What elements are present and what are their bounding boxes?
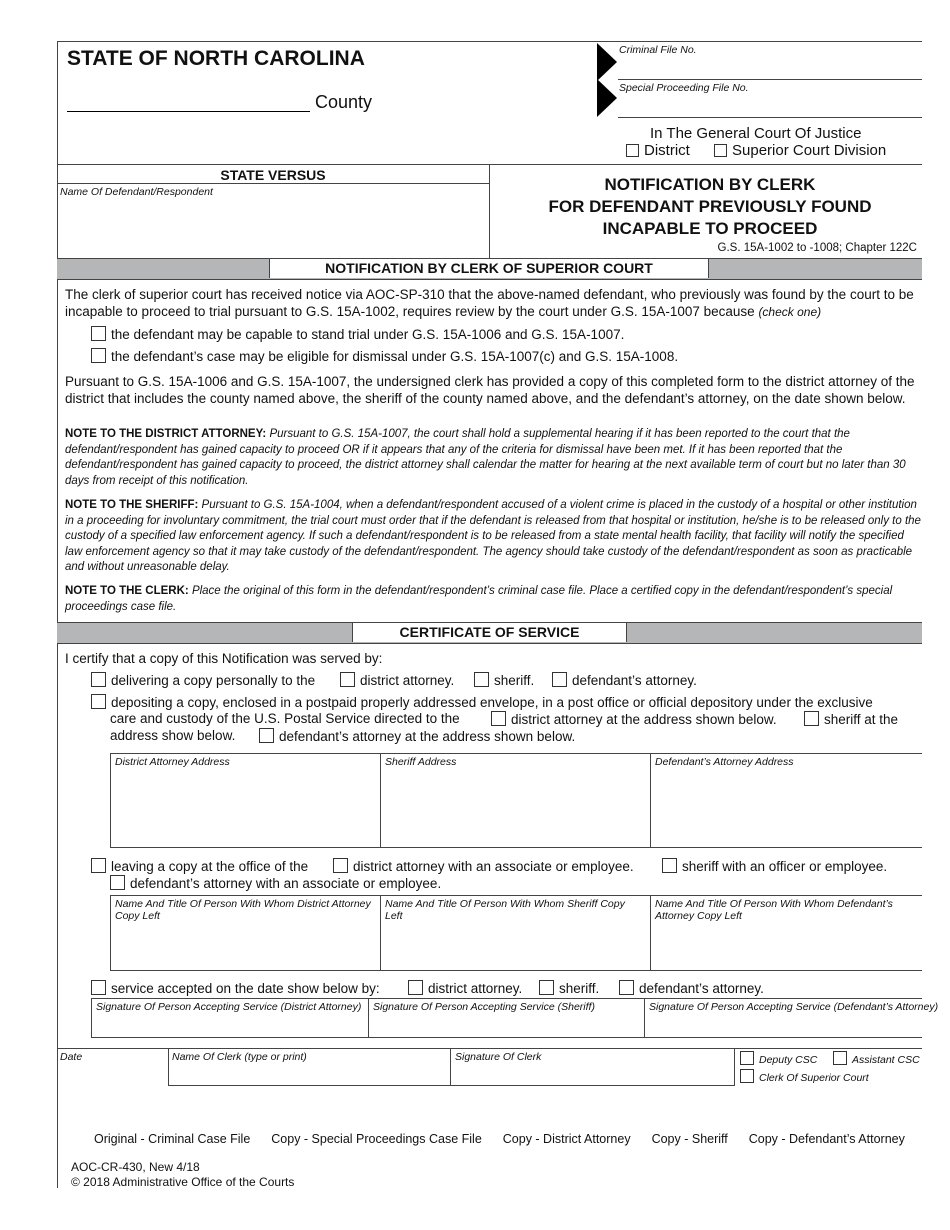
- deposit-label: depositing a copy, enclosed in a postpaid properly addressed envelope, in a post office or official depository under the exclusive: [111, 695, 873, 710]
- rule: [57, 622, 922, 623]
- deputy-csc-row[interactable]: [740, 1051, 817, 1066]
- leave-def-label: defendant’s attorney with an associate or employee.: [130, 876, 442, 891]
- certify-text: I certify that a copy of this Notification was served by:: [65, 651, 383, 666]
- leave-def-checkbox[interactable]: [110, 875, 125, 890]
- file-box-top: [597, 41, 922, 42]
- da-signature-field[interactable]: Signature Of Person Accepting Service (District Attorney): [96, 1001, 362, 1013]
- deliver-def-row[interactable]: [552, 672, 697, 688]
- rule: [110, 970, 922, 971]
- district-checkbox[interactable]: [626, 144, 639, 157]
- deposit-def-row[interactable]: [259, 728, 575, 744]
- rule: [168, 1085, 734, 1086]
- deliver-def-checkbox[interactable]: [552, 672, 567, 687]
- note-clerk-label: NOTE TO THE CLERK:: [65, 585, 189, 597]
- accepted-label: service accepted on the date show below by:: [111, 981, 380, 996]
- deliver-da-row[interactable]: [340, 672, 454, 688]
- statute-reference: G.S. 15A-1002 to -1008; Chapter 122C: [717, 242, 917, 254]
- option-capable-row[interactable]: [91, 326, 624, 342]
- top-border: [57, 41, 597, 42]
- accepted-sheriff-checkbox[interactable]: [539, 980, 554, 995]
- accepted-da-checkbox[interactable]: [408, 980, 423, 995]
- deposit-sheriff-checkbox[interactable]: [804, 711, 819, 726]
- intro-paragraph: [65, 287, 922, 320]
- assistant-csc-row[interactable]: [833, 1051, 920, 1066]
- deliver-da-checkbox[interactable]: [340, 672, 355, 687]
- accepted-sheriff-row[interactable]: [539, 980, 599, 996]
- assistant-csc-checkbox[interactable]: [833, 1051, 847, 1065]
- title-line-2: FOR DEFENDANT PREVIOUSLY FOUND: [548, 197, 872, 216]
- superior-checkbox-row[interactable]: [714, 142, 886, 159]
- def-signature-field[interactable]: Signature Of Person Accepting Service (Defendant’s Attorney): [649, 1001, 939, 1013]
- rule: [110, 895, 111, 971]
- county-line[interactable]: [67, 111, 310, 112]
- rule: [110, 753, 111, 848]
- accepted-sheriff-label: sheriff.: [559, 981, 600, 996]
- rule: [650, 753, 651, 848]
- deposit-line-2: care and custody of the U.S. Postal Service directed to the: [110, 711, 460, 726]
- copy-distribution: [94, 1132, 905, 1146]
- clerk-sc-row[interactable]: [740, 1069, 869, 1084]
- certificate-heading: CERTIFICATE OF SERVICE: [352, 622, 627, 642]
- deposit-def-label: defendant’s attorney at the address shown below.: [279, 729, 576, 744]
- state-versus: STATE VERSUS: [220, 167, 326, 183]
- rule: [57, 258, 922, 259]
- deliver-label: delivering a copy personally to the: [111, 673, 316, 688]
- assistant-csc-label: Assistant CSC: [852, 1054, 920, 1066]
- accepted-def-checkbox[interactable]: [619, 980, 634, 995]
- district-checkbox-row[interactable]: [626, 142, 690, 159]
- deposit-def-checkbox[interactable]: [259, 728, 274, 743]
- note-clerk: [65, 584, 921, 615]
- copy-item: Copy - Special Proceedings Case File: [271, 1132, 482, 1146]
- note-da-label: NOTE TO THE DISTRICT ATTORNEY:: [65, 428, 267, 440]
- option-dismissal-checkbox[interactable]: [91, 348, 106, 363]
- def-attorney-address-field[interactable]: Defendant’s Attorney Address: [655, 756, 794, 768]
- intro-text: The clerk of superior court has received notice via AOC-SP-310 that the above-named defendant, who previously was found by the court to be incapable to proceed to trial pursuant to G.S. 15A-1002, requires review by the court under G.S. 15A-1007 because: [65, 287, 914, 319]
- pursuant-paragraph: Pursuant to G.S. 15A-1006 and G.S. 15A-1007, the undersigned clerk has provided a copy of this completed form to the district attorney of the district that includes the county named above, the sheriff of the county named above, and the defendant’s attorney, on the date shown below.: [65, 374, 915, 406]
- clerk-sc-checkbox[interactable]: [740, 1069, 754, 1083]
- copy-item: Original - Criminal Case File: [94, 1132, 251, 1146]
- copy-item: Copy - District Attorney: [502, 1132, 631, 1146]
- leave-label: leaving a copy at the office of the: [111, 859, 309, 874]
- title-line-1: NOTIFICATION BY CLERK: [604, 175, 816, 194]
- rule: [734, 1048, 735, 1086]
- rule: [368, 998, 369, 1038]
- rule: [380, 753, 381, 848]
- rule: [110, 895, 922, 896]
- accepted-da-label: district attorney.: [428, 981, 523, 996]
- deposit-da-row[interactable]: [491, 711, 777, 727]
- superior-label: Superior Court Division: [732, 142, 887, 159]
- accepted-checkbox[interactable]: [91, 980, 106, 995]
- note-sheriff-text: Pursuant to G.S. 15A-1004, when a defendant/respondent accused of a violent crime is placed in the custody of a hospital or other institution in a proceeding for involuntary commitment, the trial court must order that if the defendant is released from that hospital or institution, he/she is to be released only to the custody of a specified law enforcement agency. If such a defendant/respondent is to be released from a state mental health facility, that facility will notify the specified law enforcement agency so that it may take custody of the defendant/respondent. The agency should take custody of the defendant/respondent as soon as practicable and without unreasonable delay.: [65, 499, 921, 573]
- rule: [57, 279, 922, 280]
- superior-checkbox[interactable]: [714, 144, 727, 157]
- rule: [57, 1048, 922, 1049]
- da-address-field[interactable]: District Attorney Address: [115, 756, 230, 768]
- leave-da-checkbox[interactable]: [333, 858, 348, 873]
- option-dismissal-label: the defendant’s case may be eligible for dismissal under G.S. 15A-1007(c) and G.S. 15A-1008.: [111, 349, 679, 364]
- copyright: © 2018 Administrative Office of the Courts: [71, 1175, 295, 1189]
- deliver-sheriff-checkbox[interactable]: [474, 672, 489, 687]
- rule: [91, 998, 92, 1038]
- arrow-marker-icon: [597, 43, 617, 81]
- sheriff-address-field[interactable]: Sheriff Address: [385, 756, 457, 768]
- deliver-sheriff-label: sheriff.: [494, 673, 535, 688]
- rule: [450, 1048, 451, 1086]
- form-number: AOC-CR-430, New 4/18: [71, 1160, 200, 1174]
- intro-note: (check one): [758, 304, 822, 319]
- deposit-da-label: district attorney at the address shown below.: [511, 712, 777, 727]
- accepted-def-label: defendant’s attorney.: [639, 981, 764, 996]
- note-da-text: Pursuant to G.S. 15A-1007, the court shall hold a supplemental hearing if it has been reported to the court that the defendant/respondent has gained capacity to proceed OR if it appears that any of the criteria for dismissal have been met. If it has been reported that the defendant/respondent has gained capacity to proceed, the district attorney shall calendar the matter for hearing at the next available term of court but no later than 30 days from receipt of this notification.: [65, 428, 906, 487]
- rule: [644, 998, 645, 1038]
- clerk-signature-field[interactable]: Signature Of Clerk: [455, 1051, 542, 1063]
- copy-item: Copy - Sheriff: [651, 1132, 728, 1146]
- file-box-mid: [618, 79, 922, 80]
- rule: [168, 1048, 169, 1086]
- leave-da-row[interactable]: [333, 858, 634, 874]
- criminal-file-label: Criminal File No.: [619, 44, 697, 56]
- rule: [380, 895, 381, 971]
- court-title: In The General Court Of Justice: [650, 125, 862, 142]
- special-proceeding-label: Special Proceeding File No.: [619, 82, 749, 94]
- notification-heading: NOTIFICATION BY CLERK OF SUPERIOR COURT: [269, 258, 709, 278]
- leave-sheriff-row[interactable]: [662, 858, 887, 874]
- state-title: STATE OF NORTH CAROLINA: [67, 47, 365, 70]
- deposit-checkbox[interactable]: [91, 694, 106, 709]
- leave-checkbox[interactable]: [91, 858, 106, 873]
- deliver-da-label: district attorney.: [360, 673, 455, 688]
- deposit-line-3: address show below.: [110, 728, 236, 743]
- leave-row[interactable]: [91, 858, 308, 874]
- note-district-attorney: [65, 427, 921, 489]
- rule: [91, 998, 922, 999]
- sheriff-signature-field[interactable]: Signature Of Person Accepting Service (Sheriff): [373, 1001, 595, 1013]
- option-capable-label: the defendant may be capable to stand trial under G.S. 15A-1006 and G.S. 15A-1007.: [111, 327, 625, 342]
- rule: [110, 847, 922, 848]
- left-border: [57, 41, 58, 1188]
- deputy-csc-label: Deputy CSC: [759, 1054, 818, 1066]
- deposit-da-checkbox[interactable]: [491, 711, 506, 726]
- note-clerk-text: Place the original of this form in the defendant/respondent’s criminal case file. Place a certified copy in the defendant/respondent’s special proceedings case file.: [65, 585, 893, 613]
- option-dismissal-row[interactable]: [91, 348, 678, 364]
- deliver-def-label: defendant’s attorney.: [572, 673, 697, 688]
- clerk-sc-label: Clerk Of Superior Court: [759, 1072, 869, 1084]
- rule: [110, 753, 922, 754]
- title-line-3: INCAPABLE TO PROCEED: [602, 219, 818, 238]
- accepted-row[interactable]: [91, 980, 380, 996]
- deputy-csc-checkbox[interactable]: [740, 1051, 754, 1065]
- rule: [650, 895, 651, 971]
- deposit-sheriff-row[interactable]: [804, 711, 898, 727]
- leave-da-label: district attorney with an associate or employee.: [353, 859, 634, 874]
- leave-def-row[interactable]: [110, 875, 441, 891]
- copy-item: Copy - Defendant’s Attorney: [748, 1132, 905, 1146]
- state-versus-line: [57, 183, 489, 184]
- note-sheriff: [65, 498, 921, 576]
- form-title: [490, 174, 930, 240]
- option-capable-checkbox[interactable]: [91, 326, 106, 341]
- defendant-name-label: Name Of Defendant/Respondent: [60, 186, 213, 198]
- da-copy-left-field[interactable]: Name And Title Of Person With Whom District Attorney Copy Left: [115, 898, 371, 922]
- deposit-sheriff-label: sheriff at the: [824, 712, 899, 727]
- date-field[interactable]: Date: [60, 1051, 83, 1063]
- rule: [91, 1037, 922, 1038]
- sheriff-copy-left-field[interactable]: Name And Title Of Person With Whom Sheriff Copy Left: [385, 898, 625, 922]
- county-label: County: [315, 92, 373, 112]
- accepted-da-row[interactable]: [408, 980, 522, 996]
- file-box-bottom: [618, 117, 922, 118]
- deposit-row[interactable]: [91, 694, 911, 710]
- def-copy-left-field[interactable]: Name And Title Of Person With Whom Defendant’s Attorney Copy Left: [655, 898, 893, 922]
- deliver-checkbox[interactable]: [91, 672, 106, 687]
- district-label: District: [644, 142, 690, 159]
- deliver-sheriff-row[interactable]: [474, 672, 534, 688]
- rule: [57, 643, 922, 644]
- arrow-marker-icon: [597, 79, 617, 117]
- note-sheriff-label: NOTE TO THE SHERIFF:: [65, 499, 199, 511]
- leave-sheriff-label: sheriff with an officer or employee.: [682, 859, 888, 874]
- deliver-row[interactable]: [91, 672, 315, 688]
- leave-sheriff-checkbox[interactable]: [662, 858, 677, 873]
- accepted-def-row[interactable]: [619, 980, 764, 996]
- clerk-name-field[interactable]: Name Of Clerk (type or print): [172, 1051, 307, 1063]
